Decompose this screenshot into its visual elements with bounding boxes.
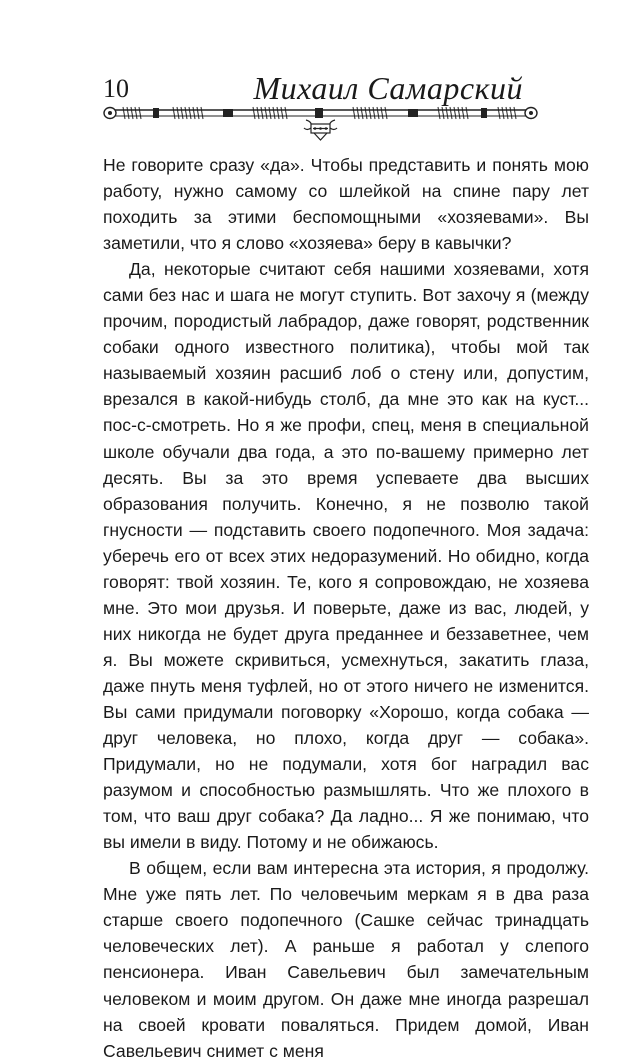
paragraph: Да, некоторые считают себя нашими хозяевами, хотя сами без нас и шага не могут ступить. Вот захочу я (между прочим, породистый лабрадор, даже говорят, родственник собаки одного известного политика), чтобы мой так называемый хозяин расшиб лоб о стену или, допустим, врезался в какой-нибудь столб, да мне это как на куст... пос-с-смотреть. Но я же профи, спец, меня в специальной школе обучали два года, а это по-вашему примерно лет десять. Вы за это время успеваете два высших образования получить. Конечно, я не позволю такой гнусности — подставить своего подопечного. Моя задача: уберечь его от всех этих недоразумений. Но обидно, когда говорят: твой хозяин. Те, кого я сопровождаю, не хозяева мне. Это мои друзья. И поверьте, даже из вас, людей, у них никогда не будет друга преданнее и беззаветнее, чем я. Вы можете скривиться, усмехнуться, закатить глаза, даже пнуть меня туфлей, но от этого ничего не изменится. Вы сами придумали поговорку «Хорошо, когда собака — друг человека, но плохо, когда друг — собака». Придумали, но не подумали, хотя бог наградил вас разумом и способностью размышлять. Что же плохого в том, что ваш друг собака? Да ладно... Я же понимаю, что вы имели в виду. Потому и не обижаюсь. [103,259,589,853]
paragraph: В общем, если вам интересна эта история, я продолжу. Мне уже пять лет. По человечьим меркам я в два раза старше своего подопечного (Сашке сейчас тринадцать человеческих лет). А раньше я работал у слепого пенсионера. Иван Савельевич был замечательным человеком и моим другом. Он даже мне иногда разрешал на своей кровати поваляться. Придем домой, Иван Савельевич снимет с меня [103,858,589,1061]
author-name: Михаил Самарский [253,70,523,106]
body-text [103,152,589,1064]
page-number: 10 [103,74,129,103]
decorative-rule-ornament-icon [103,104,538,148]
paragraph: Не говорите сразу «да». Чтобы представить и понять мою работу, нужно самому со шлейкой на спине пару лет походить за этими беспомощными «хозяевами». Вы заметили, что я слово «хозяева» беру в кавычки? [103,155,589,254]
